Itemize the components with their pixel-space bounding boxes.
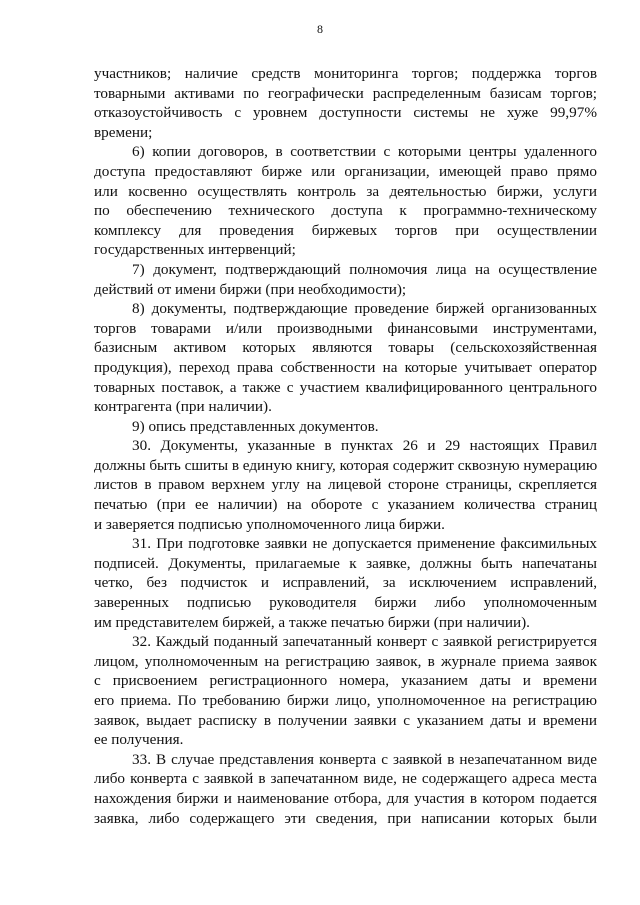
- text-line: или косвенно осуществлять контроль за деятельностью биржи, услуги: [94, 182, 597, 200]
- text-line: его приема. По требованию биржи лицо, уполномоченное на регистрацию: [94, 692, 597, 709]
- text-line: действий от имени биржи (при необходимости);: [94, 280, 407, 298]
- text-line: 9) опись представленных документов.: [132, 417, 379, 435]
- text-line: либо конверта с заявкой в запечатанном виде, не содержащего адреса места: [94, 770, 597, 788]
- text-line: четко, без подчисток и исправлений, за исключением исправлений,: [94, 574, 597, 592]
- text-line: им представителем биржей, а также печатью биржи (при наличии).: [94, 613, 530, 631]
- text-line: контрагента (при наличии).: [94, 398, 272, 416]
- text-line: 7) документ, подтверждающий полномочия лица на осуществление: [132, 260, 597, 278]
- text-line: 8) документы, подтверждающие проведение биржей организованных: [132, 300, 597, 318]
- text-line: 30. Документы, указанные в пунктах 26 и 29 настоящих Правил: [132, 437, 597, 455]
- text-line: 32. Каждый поданный запечатанный конверт с заявкой регистрируется: [132, 633, 597, 651]
- text-line: заверенных подписью руководителя биржи либо уполномоченным: [94, 594, 597, 612]
- text-line: ее получения.: [94, 731, 184, 749]
- text-line: доступа предоставляют бирже или организации, имеющей право прямо: [94, 162, 597, 180]
- paragraph: [94, 260, 597, 299]
- document-body: [94, 64, 597, 828]
- paragraph: [94, 632, 597, 750]
- paragraph: [94, 417, 597, 437]
- text-line: печатью (при ее наличии) на обороте с указанием количества страниц: [94, 496, 597, 514]
- text-line: заявка, либо содержащего эти сведения, при написании которых были: [94, 809, 597, 827]
- text-line: с присвоением регистрационного номера, указанием даты и времени: [94, 672, 597, 690]
- paragraph: [94, 534, 597, 632]
- paragraph: [94, 142, 597, 260]
- text-line: 31. При подготовке заявки не допускается применение факсимильных: [132, 535, 597, 553]
- paragraph: [94, 64, 597, 142]
- paragraph: [94, 436, 597, 534]
- page-number: 8: [317, 22, 323, 36]
- text-line: отказоустойчивость с уровнем доступности системы не хуже 99,97%: [94, 104, 597, 122]
- text-line: времени;: [94, 123, 153, 141]
- text-line: торгов товарами и/или производными финансовыми инструментами,: [94, 319, 597, 337]
- text-line: участников; наличие средств мониторинга торгов; поддержка торгов: [94, 65, 597, 82]
- text-line: по обеспечению технического доступа к программно-техническому: [94, 202, 597, 220]
- text-line: 6) копии договоров, в соответствии с которыми центры удаленного: [132, 143, 597, 161]
- text-line: 33. В случае представления конверта с заявкой в незапечатанном виде: [132, 750, 597, 768]
- paragraph: [94, 750, 597, 828]
- text-line: комплексу для проведения биржевых торгов при осуществлении: [94, 221, 597, 239]
- text-line: должны быть сшиты в единую книгу, которая содержит сквозную нумерацию: [94, 456, 597, 474]
- text-line: продукция), переход права собственности на которые учитывает оператор: [94, 358, 597, 376]
- text-line: заявок, выдает расписку в получении заявки с указанием даты и времени: [94, 711, 597, 729]
- text-line: товарных поставок, а также с участием квалифицированного центрального: [94, 378, 597, 396]
- text-line: нахождения биржи и наименование отбора, для участия в котором подается: [94, 789, 597, 807]
- text-line: базисным активом которых являются товары (сельскохозяйственная: [94, 339, 597, 357]
- text-line: лицом, уполномоченным на регистрацию заявок, в журнале приема заявок: [94, 652, 597, 670]
- text-line: листов в правом верхнем углу на лицевой стороне страницы, скрепляется: [94, 476, 597, 494]
- text-line: подписей. Документы, прилагаемые к заявке, должны быть напечатаны: [94, 554, 597, 572]
- text-line: государственных интервенций;: [94, 241, 296, 259]
- text-line: и заверяется подписью уполномоченного лица биржи.: [94, 515, 445, 533]
- paragraph: [94, 299, 597, 417]
- text-line: товарными активами по географически распределенным базисам торгов;: [94, 84, 597, 102]
